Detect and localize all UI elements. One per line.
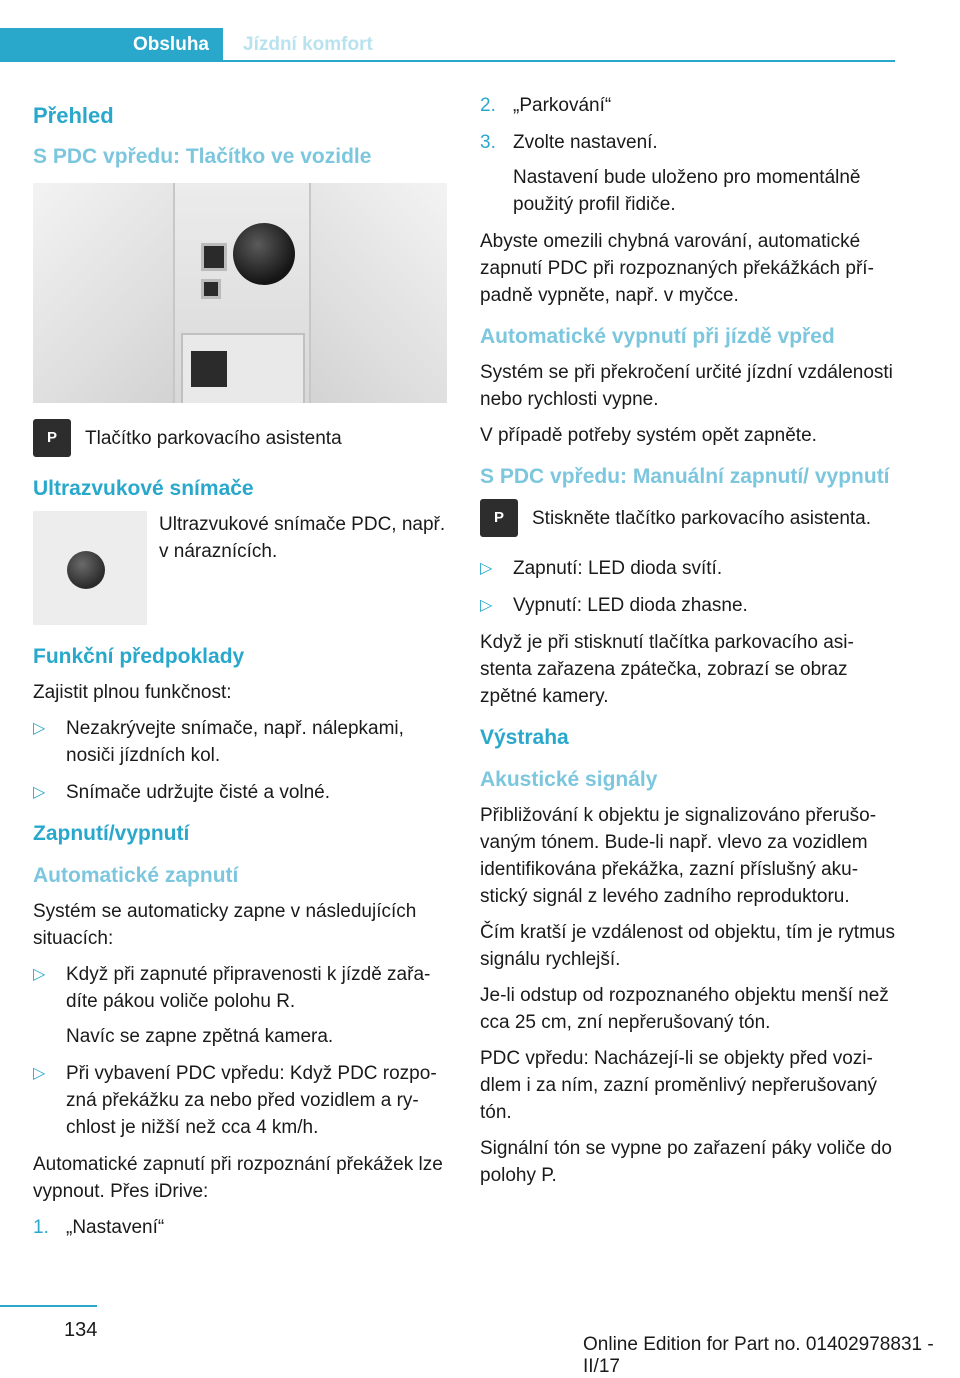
avoid-text: Abyste omezili chybná varování, automatické zapnutí PDC při rozpoznaných překážkách případně vypněte, např. v myčce. [480,231,874,306]
auto-off-p2: V případě potřeby systém opět zapněte. [480,425,817,446]
footer-divider [0,1305,97,1307]
auto-off-title: Automatické vypnutí při jízdě vpřed [480,325,835,348]
sensor-photo [33,511,147,625]
list-item: ▷ Nezakrývejte snímače, např. nálepkami, nosiči jízdních kol. [33,715,449,769]
manual-title: S PDC vpředu: Manuální zapnutí/ vypnutí [480,465,890,488]
auto-on-intro: Systém se automaticky zapne v následujících situacích: [33,901,417,949]
step-number: 3. [480,132,496,153]
pdc-button-caption-row [33,419,449,457]
edition-note: Online Edition for Part no. 01402978831 - II/17 [583,1334,934,1377]
list-item: ▷ Při vybavení PDC vpředu: Když PDC rozpozná překážku za nebo před vozidlem a rychlost je nižší než cca 4 km/h. [33,1060,449,1141]
auto-on-title: Automatické zapnutí [33,864,239,887]
header-divider [0,60,895,62]
auto-off-text: Automatické zapnutí při rozpoznání překážek lze vypnout. Přes iDrive: [33,1154,443,1202]
list-item [480,92,896,119]
list-item-text: ▷ Když při zapnuté připravenosti k jízdě zařadíte pákou voliče polohu R. [66,964,431,1012]
step-number: 1. [33,1217,49,1238]
parking-assist-icon: P [480,499,518,537]
right-column [480,92,896,1198]
steps-list [33,1214,449,1241]
reverse-text: Když je při stisknutí tlačítka parkovacího asistenta zařazena zpátečka, zobrazí se obraz zpětné kamery. [480,632,854,707]
idrive-knob-image [233,223,295,285]
manual-row [480,499,896,537]
requirements-list [33,715,449,806]
parking-assist-icon: P [33,419,71,457]
manual-list [480,555,896,619]
list-item [33,1214,449,1241]
section-tab: Obsluha [0,28,223,61]
list-item: ▷ Zapnutí: LED dioda svítí. [480,555,896,582]
breadcrumb: Jízdní komfort [243,34,373,55]
pdc-button-title: S PDC vpředu: Tlačítko ve vozidle [33,145,372,168]
step-number: 2. [480,95,496,116]
sensors-title: Ultrazvukové snímače [33,477,254,500]
pdc-button-caption: Tlačítko parkovacího asistenta [85,427,342,449]
acoustic-p4: PDC vpředu: Nacházejí-li se objekty před vozidlem i za ním, zazní proměnlivý nepřerušovaný tón. [480,1048,878,1123]
auto-off-p1: Systém se při překročení určité jízdní vzdálenosti nebo rychlosti vypne. [480,362,893,410]
step-text: Zvolte nastavení. [513,132,658,153]
acoustic-p3: Je-li odstup od rozpoznaného objektu menší než cca 25 cm, zní nepřerušovaný tón. [480,985,889,1033]
step-sub: Nastavení bude uloženo pro momentálně použitý profil řidiče. [513,167,861,215]
console-photo [33,183,447,403]
acoustic-p2: Čím kratší je vzdálenost od objektu, tím je rytmus signálu rychlejší. [480,922,895,970]
manual-text: Stiskněte tlačítko parkovacího asistenta. [532,507,872,529]
page-number: 134 [64,1319,98,1341]
acoustic-p5: Signální tón se vypne po zařazení páky voliče do polohy P. [480,1138,892,1186]
list-item-sub: Navíc se zapne zpětná kamera. [66,1026,334,1047]
list-item: ▷ Vypnutí: LED dioda zhasne. [480,592,896,619]
sensor-row [33,511,449,625]
onoff-title: Zapnutí/vypnutí [33,822,190,845]
auto-on-list [33,961,449,1141]
requirements-intro: Zajistit plnou funkčnost: [33,682,232,703]
list-item [33,961,449,1050]
acoustic-p1: Přibližování k objektu je signalizováno přerušovaným tónem. Bude-li např. vlevo za vozidlem identifikována překážka, zazní příslušný akustický signál z levého zadního reproduktoru. [480,805,877,907]
sensors-text: Ultrazvukové snímače PDC, např. v náraznících. [159,514,446,562]
requirements-title: Funkční předpoklady [33,645,245,668]
step-text: „Parkování“ [513,95,612,116]
list-item [480,129,896,218]
steps-list-continued [480,92,896,218]
warning-title: Výstraha [480,726,569,749]
left-column [33,92,449,1251]
acoustic-title: Akustické signály [480,768,658,791]
list-item: ▷ Snímače udržujte čisté a volné. [33,779,449,806]
overview-title: Přehled [33,103,114,128]
step-text: „Nastavení“ [66,1217,165,1238]
